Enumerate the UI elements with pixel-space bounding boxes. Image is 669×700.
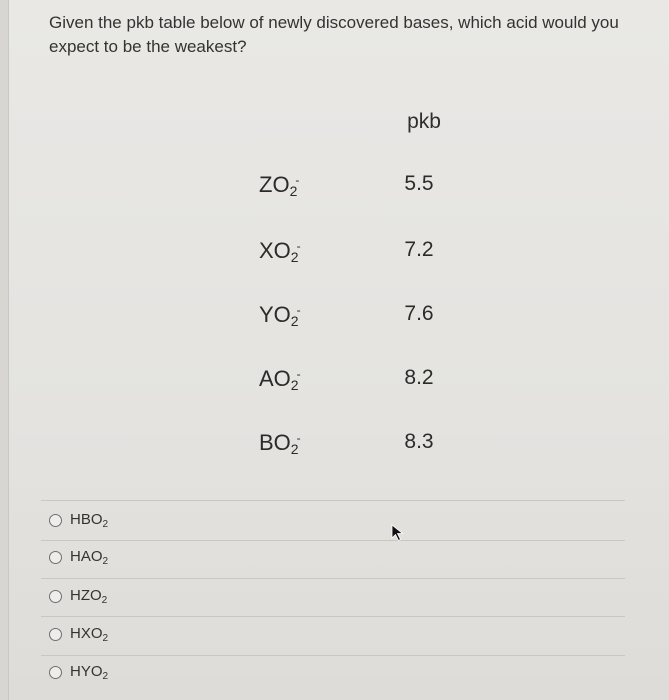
option-label: $HZO_2$	[70, 586, 108, 606]
base-formula: $YO_2^-$	[259, 302, 301, 329]
table-row	[9, 302, 669, 342]
option-label: $HAO_2$	[70, 547, 109, 567]
divider	[41, 616, 625, 617]
option-hao2[interactable]	[49, 545, 108, 569]
divider	[41, 655, 625, 656]
pkb-value: 8.2	[404, 366, 434, 389]
option-hbo2[interactable]	[49, 508, 108, 532]
question-card	[8, 0, 669, 700]
table-row	[9, 172, 669, 212]
radio-button-unchecked-icon[interactable]	[49, 551, 62, 564]
pkb-column-header: pkb	[407, 110, 441, 133]
divider	[41, 540, 625, 541]
divider	[41, 500, 625, 501]
pkb-value: 7.2	[404, 238, 434, 261]
table-row	[9, 366, 669, 406]
base-formula: $XO_2^-$	[259, 238, 301, 265]
table-row	[9, 238, 669, 278]
base-formula: $BO_2^-$	[259, 430, 301, 457]
question-text: Given the pkb table below of newly discovered bases, which acid would you expect to be the weakest?	[49, 13, 619, 56]
option-label: $HXO_2$	[70, 624, 109, 644]
option-hyo2[interactable]	[49, 660, 108, 684]
option-label: $HBO_2$	[70, 510, 109, 530]
mouse-pointer-icon	[391, 524, 405, 542]
option-label: $HYO_2$	[70, 662, 109, 682]
base-formula: $AO_2^-$	[259, 366, 301, 393]
radio-button-unchecked-icon[interactable]	[49, 628, 62, 641]
pkb-value: 5.5	[404, 172, 434, 195]
table-row	[9, 430, 669, 470]
divider	[41, 578, 625, 579]
option-hxo2[interactable]	[49, 622, 108, 646]
radio-button-unchecked-icon[interactable]	[49, 666, 62, 679]
option-hzo2[interactable]	[49, 584, 107, 608]
base-formula: $ZO_2^-$	[259, 172, 300, 199]
radio-button-unchecked-icon[interactable]	[49, 514, 62, 527]
radio-button-unchecked-icon[interactable]	[49, 590, 62, 603]
pkb-value: 8.3	[404, 430, 434, 453]
pkb-value: 7.6	[404, 302, 434, 325]
